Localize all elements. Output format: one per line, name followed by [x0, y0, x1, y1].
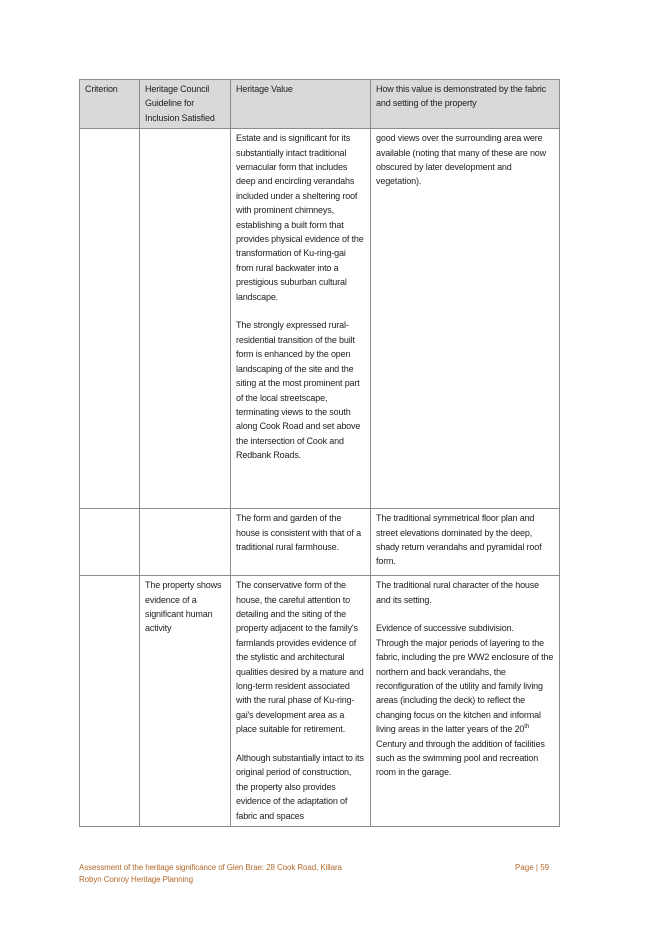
heritage-criteria-table [79, 79, 560, 827]
demo-paragraph: The traditional symmetrical floor plan and street elevations dominated by the deep, shady return verandahs and pyramidal roof form. [376, 513, 542, 567]
header-guideline: Heritage Council Guideline for Inclusion Satisfied [140, 80, 231, 129]
cell-guideline [140, 129, 231, 509]
footer-author: Robyn Conroy Heritage Planning [79, 875, 193, 884]
demo-paragraph: Evidence of successive subdivision. [376, 623, 514, 634]
cell-criterion [80, 509, 140, 576]
cell-criterion [80, 129, 140, 509]
cell-heritage-value [231, 129, 371, 509]
cell-heritage-value [231, 576, 371, 827]
header-criterion: Criterion [80, 80, 140, 129]
cell-demonstration [371, 509, 560, 576]
value-paragraph: Estate and is significant for its substantially intact traditional vernacular form that includes deep and encircling verandahs included under a sheltering roof with prominent chimneys, establishing a built form that provides physical evidence of the transformation of Ku-ring-gai from rural backwater into a prestigious suburban cultural landscape. [236, 133, 364, 302]
demo-paragraph: The traditional rural character of the house and its setting. [376, 580, 539, 605]
demo-text: Through the major periods of layering to the fabric, including the pre WW2 enclosure of the northern and back verandahs, the reconfiguration of the utility and family living areas (including the deck) to reflect the changing focus on the kitchen and informal living areas in the latter years of the 20 [376, 637, 554, 735]
cell-guideline [140, 509, 231, 576]
page-number: Page | 59 [515, 863, 550, 872]
demo-paragraph [376, 636, 554, 780]
table-row [80, 576, 560, 827]
header-demonstration: How this value is demonstrated by the fabric and setting of the property [371, 80, 560, 129]
cell-demonstration [371, 576, 560, 827]
demo-text: Century and through the addition of facilities such as the swimming pool and recreation room in the garage. [376, 738, 545, 778]
header-heritage-value: Heritage Value [231, 80, 371, 129]
value-paragraph: The form and garden of the house is consistent with that of a traditional rural farmhouse. [236, 513, 361, 553]
cell-heritage-value [231, 509, 371, 576]
value-paragraph: The conservative form of the house, the careful attention to detailing and the siting of the property adjacent to the family's farmlands provides evidence of the stylistic and architectural qualities desired by a mature and long-term resident associated with the rural phase of Ku-ring-gai's development area as a place suitable for retirement. [236, 580, 364, 735]
ordinal-suffix: th [524, 724, 530, 731]
table-row [80, 129, 560, 509]
table-row [80, 509, 560, 576]
demo-paragraph: good views over the surrounding area were available (noting that many of these are now obscured by later development and vegetation). [376, 133, 547, 187]
footer-document-title: Assessment of the heritage significance of Glen Brae: 28 Cook Road, Killara [79, 863, 342, 872]
value-paragraph: Although substantially intact to its original period of construction, the property also provides evidence of the adaptation of fabric and spaces [236, 753, 364, 821]
cell-demonstration [371, 129, 560, 509]
table-header-row [80, 80, 560, 129]
cell-guideline: The property shows evidence of a significant human activity [140, 576, 231, 827]
value-paragraph: The strongly expressed rural-residential transition of the built form is enhanced by the open landscaping of the site and the siting at the most prominent part of the local streetscape, terminating views to the south along Cook Road and set above the intersection of Cook and Redbank Roads. [236, 320, 361, 461]
cell-criterion [80, 576, 140, 827]
